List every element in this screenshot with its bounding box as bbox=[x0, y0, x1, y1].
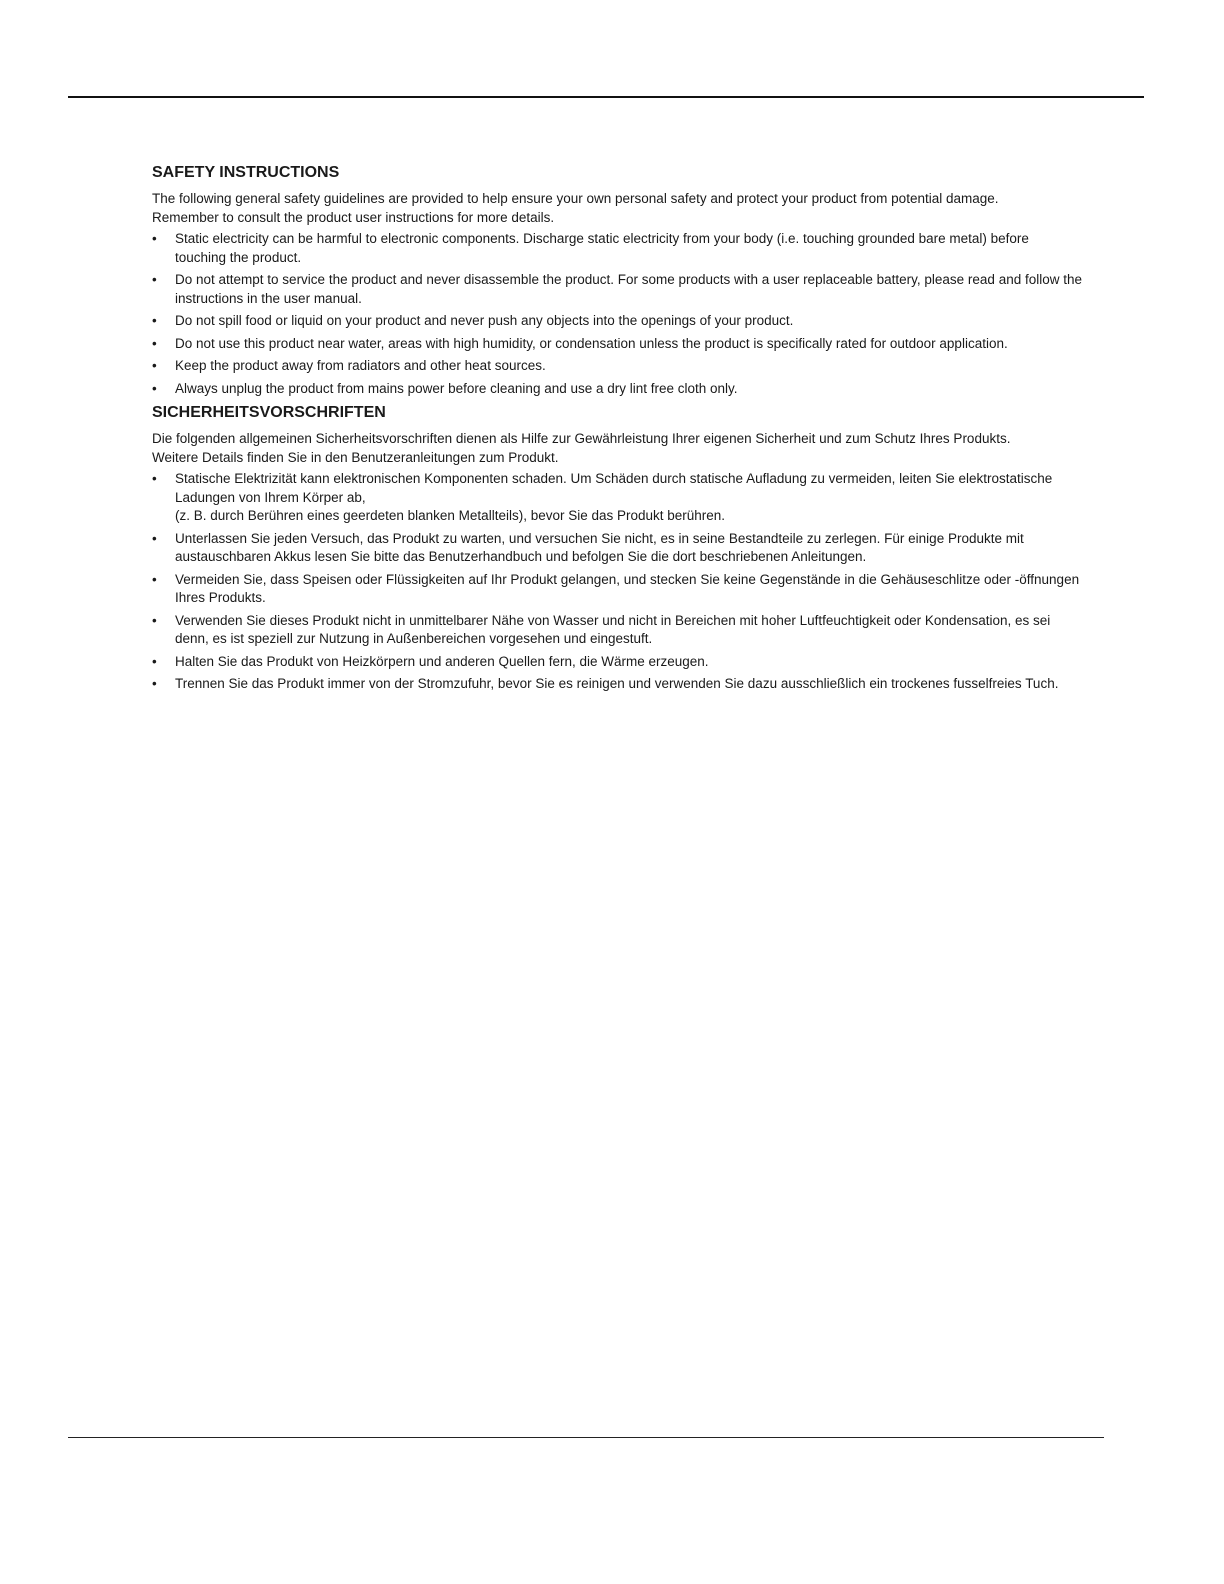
safety-section-en bbox=[152, 162, 1082, 398]
bullet-dot: • bbox=[152, 272, 157, 287]
list-item bbox=[152, 612, 1082, 649]
intro-de-line-2: Weitere Details finden Sie in den Benutzeranleitungen zum Produkt. bbox=[152, 449, 559, 465]
bullet-dot: • bbox=[152, 358, 157, 373]
list-item-text: Do not spill food or liquid on your product and never push any objects into the openings of your product. bbox=[175, 313, 794, 328]
bullet-dot: • bbox=[152, 530, 157, 546]
list-item bbox=[152, 335, 1082, 354]
bullet-list-de bbox=[152, 470, 1082, 694]
footer-rule bbox=[68, 1437, 1104, 1438]
bullet-dot: • bbox=[152, 653, 157, 669]
intro-de bbox=[152, 430, 1082, 467]
list-item bbox=[152, 230, 1082, 267]
list-item-text: Vermeiden Sie, dass Speisen oder Flüssigkeiten auf Ihr Produkt gelangen, und stecken Sie keine Gegenstände in die Gehäuseschlitze oder -öffnungen Ihres Produkts. bbox=[175, 571, 1080, 605]
list-item bbox=[152, 312, 1082, 331]
intro-en-line-1: The following general safety guidelines are provided to help ensure your own personal safety and protect your product from potential damage. bbox=[152, 191, 999, 206]
section-title-de: SICHERHEITSVORSCHRIFTEN bbox=[152, 404, 386, 421]
list-item-text: Do not attempt to service the product and never disassemble the product. For some products with a user replaceable battery, please read and follow the instructions in the user manual. bbox=[175, 272, 1082, 306]
bullet-dot: • bbox=[152, 335, 157, 351]
list-item bbox=[152, 675, 1082, 694]
intro-en-line-2: Remember to consult the product user instructions for more details. bbox=[152, 209, 555, 225]
list-item bbox=[152, 380, 1082, 399]
list-item bbox=[152, 530, 1082, 567]
bullet-dot: • bbox=[152, 612, 157, 628]
bullet-dot: • bbox=[152, 571, 157, 587]
intro-de-line-1: Die folgenden allgemeinen Sicherheitsvorschriften dienen als Hilfe zur Gewährleistung Ihrer eigenen Sicherheit und zum Schutz Ihres Produkts. bbox=[152, 431, 1011, 446]
list-item bbox=[152, 653, 1082, 672]
section-title-en: SAFETY INSTRUCTIONS bbox=[152, 164, 340, 181]
list-item bbox=[152, 271, 1082, 308]
bullet-dot: • bbox=[152, 231, 157, 246]
intro-en bbox=[152, 190, 1082, 227]
list-item-text: Always unplug the product from mains power before cleaning and use a dry lint free cloth only. bbox=[175, 380, 738, 396]
list-item-text: Trennen Sie das Produkt immer von der Stromzufuhr, bevor Sie es reinigen und verwenden Sie dazu ausschließlich ein trockenes fusselfreies Tuch. bbox=[175, 676, 1059, 691]
list-item-text-cont: (z. B. durch Berühren eines geerdeten blanken Metallteils), bevor Sie das Produkt berühren. bbox=[175, 508, 726, 523]
list-item-text: Keep the product away from radiators and other heat sources. bbox=[175, 358, 546, 373]
list-item bbox=[152, 571, 1082, 608]
list-item-text: Verwenden Sie dieses Produkt nicht in unmittelbarer Nähe von Wasser und nicht in Bereichen mit hoher Luftfeuchtigkeit oder Kondensation, es sei denn, es ist speziell zur Nutzung in Außenbereichen vorgesehen und eingestuft. bbox=[175, 612, 1051, 646]
safety-content bbox=[152, 162, 1082, 698]
list-item bbox=[152, 470, 1082, 526]
header-rule bbox=[68, 96, 1144, 98]
bullet-dot: • bbox=[152, 471, 157, 486]
bullet-dot: • bbox=[152, 676, 157, 691]
list-item-text: Static electricity can be harmful to electronic components. Discharge static electricity from your body (i.e. touching grounded bare metal) before touching the product. bbox=[175, 231, 1029, 265]
safety-section-de bbox=[152, 402, 1082, 694]
list-item-text: Do not use this product near water, areas with high humidity, or condensation unless the product is specifically rated for outdoor application. bbox=[175, 335, 1008, 351]
list-item-text: Unterlassen Sie jeden Versuch, das Produkt zu warten, und versuchen Sie nicht, es in seine Bestandteile zu zerlegen. Für einige Produkte mit austauschbaren Akkus lesen Sie bitte das Benutzerhandbuch und befolgen Sie die dort beschriebenen Anleitungen. bbox=[175, 530, 1024, 564]
list-item-text: Statische Elektrizität kann elektronischen Komponenten schaden. Um Schäden durch statische Aufladung zu vermeiden, leiten Sie elektrostatische Ladungen von Ihrem Körper ab, bbox=[175, 471, 1053, 505]
list-item bbox=[152, 357, 1082, 376]
list-item-text: Halten Sie das Produkt von Heizkörpern und anderen Quellen fern, die Wärme erzeugen. bbox=[175, 653, 709, 669]
bullet-list-en bbox=[152, 230, 1082, 398]
bullet-dot: • bbox=[152, 380, 157, 396]
bullet-dot: • bbox=[152, 313, 157, 328]
